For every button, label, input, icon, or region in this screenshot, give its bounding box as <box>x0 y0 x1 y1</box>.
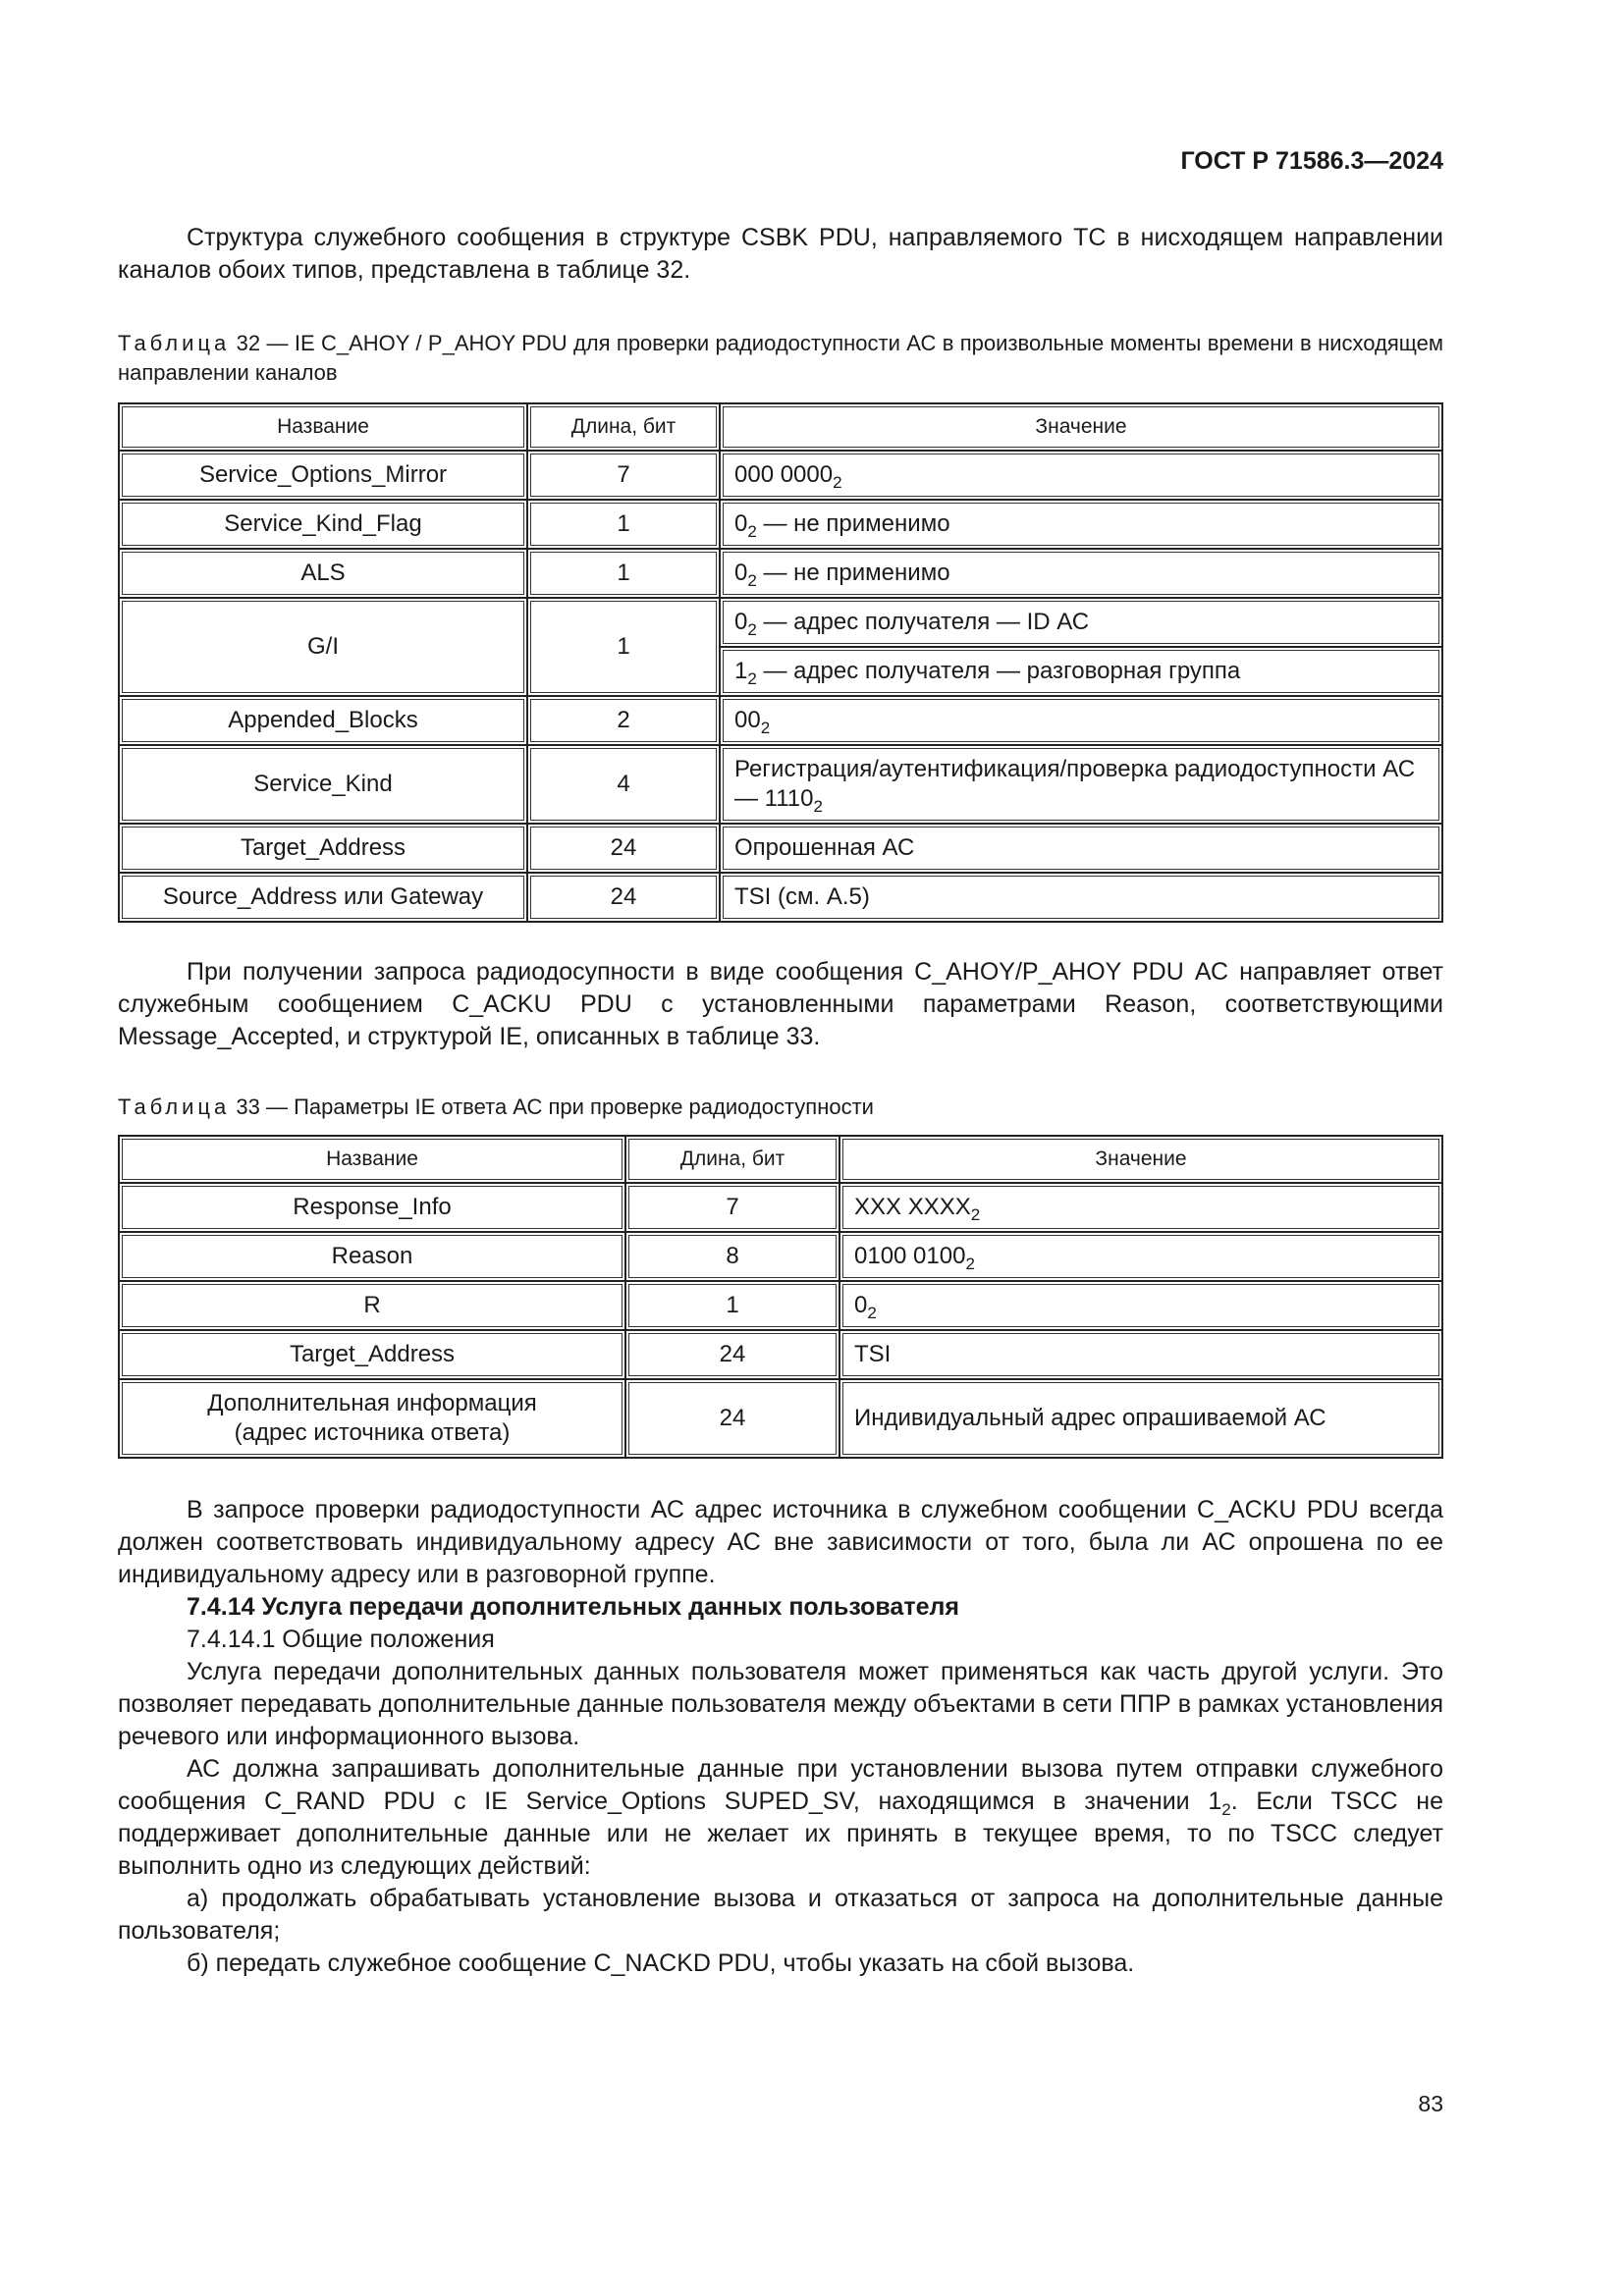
table32-caption <box>118 329 1443 388</box>
row-length: 24 <box>626 1380 840 1459</box>
table33-caption-label: Таблица <box>118 1095 231 1119</box>
row-value: XXX $XXXX_2$ <box>840 1184 1443 1233</box>
section-heading: 7.4.14 Услуга передачи дополнительных данных пользователя <box>187 1593 959 1621</box>
row-length: 24 <box>528 825 721 874</box>
table-row <box>118 550 1443 599</box>
row-value: $00_2$ <box>721 697 1443 746</box>
table33-caption <box>118 1093 1443 1122</box>
header-length: Длина, бит <box>626 1135 840 1184</box>
row-value: Опрошенная АС <box>721 825 1443 874</box>
header-value: Значение <box>840 1135 1443 1184</box>
section-subheading: 7.4.14.1 Общие положения <box>187 1626 495 1653</box>
row-length: 7 <box>528 452 721 501</box>
document-code: ГОСТ Р 71586.3—2024 <box>1180 147 1443 175</box>
row-length: 24 <box>528 874 721 923</box>
row-name: G/I <box>118 599 528 697</box>
row-value: $0_2$ — не применимо <box>721 501 1443 550</box>
row-length: 1 <box>528 501 721 550</box>
table32-caption-text: 32 — IE C_AHOY / P_AHOY PDU для проверки радиодоступности АС в произвольные моменты времени в нисходящем направлении каналов <box>118 331 1443 385</box>
response-paragraph: При получении запроса радиодосупности в виде сообщения C_AHOY/P_AHOY PDU АС направляет ответ служебным сообщением C_ACKU PDU с установленными параметрами Reason, соответствующими Message_Accepted, и структурой IE, описанных в таблице 33. <box>118 958 1443 1050</box>
table32 <box>118 402 1443 923</box>
table33-caption-text: 33 — Параметры IE ответа АС при проверке радиодоступности <box>230 1095 874 1119</box>
row-name: Service_Kind_Flag <box>118 501 528 550</box>
table32-caption-label: Таблица <box>118 331 231 355</box>
row-name: Target_Address <box>118 825 528 874</box>
row-value: TSI (см. А.5) <box>721 874 1443 923</box>
table-row <box>118 1380 1443 1459</box>
row-name: Reason <box>118 1233 626 1282</box>
row-length: 7 <box>626 1184 840 1233</box>
row-length: 1 <box>626 1282 840 1331</box>
header-name: Название <box>118 402 528 452</box>
row-name: Response_Info <box>118 1184 626 1233</box>
row-value: $0_2$ <box>840 1282 1443 1331</box>
row-name: ALS <box>118 550 528 599</box>
header-name: Название <box>118 1135 626 1184</box>
table33 <box>118 1135 1443 1459</box>
document-page <box>118 0 1443 2296</box>
row-name: Target_Address <box>118 1331 626 1380</box>
section-paragraph-1: Услуга передачи дополнительных данных пользователя может применяться как часть другой услуги. Это позволяет передавать дополнительные данные пользователя между объектами в сети ППР в рамках установления речевого или информационного вызова. <box>118 1658 1443 1750</box>
row-name: Source_Address или Gateway <box>118 874 528 923</box>
list-item-b: б) передать служебное сообщение C_NACKD PDU, чтобы указать на сбой вызова. <box>187 1949 1135 1977</box>
table-row <box>118 697 1443 746</box>
row-value: 000 $0000_2$ <box>721 452 1443 501</box>
header-length: Длина, бит <box>528 402 721 452</box>
table-row <box>118 825 1443 874</box>
table-row <box>118 1282 1443 1331</box>
table-header-row <box>118 1135 1443 1184</box>
row-length: 4 <box>528 746 721 825</box>
list-item-a: а) продолжать обрабатывать установление вызова и отказаться от запроса на дополнительные данные пользователя; <box>118 1885 1443 1945</box>
source-address-paragraph: В запросе проверки радиодоступности АС адрес источника в служебном сообщении C_ACKU PDU всегда должен соответствовать индивидуальному адресу АС вне зависимости от того, была ли АС опрошена по ее индивидуальному адресу или в разговорной группе. <box>118 1496 1443 1588</box>
header-value: Значение <box>721 402 1443 452</box>
row-length: 1 <box>528 599 721 697</box>
table-row <box>118 746 1443 825</box>
row-value: $1_2$ — адрес получателя — разговорная группа <box>721 648 1443 697</box>
table-row <box>118 874 1443 923</box>
table-row <box>118 599 1443 648</box>
row-name: Service_Kind <box>118 746 528 825</box>
row-value: $0_2$ — адрес получателя — ID АС <box>721 599 1443 648</box>
row-length: 24 <box>626 1331 840 1380</box>
row-length: 2 <box>528 697 721 746</box>
row-value: 0100 $0100_2$ <box>840 1233 1443 1282</box>
page-number: 83 <box>1418 2091 1443 2116</box>
row-name: Appended_Blocks <box>118 697 528 746</box>
row-name: Service_Options_Mirror <box>118 452 528 501</box>
table-row <box>118 501 1443 550</box>
row-length: 8 <box>626 1233 840 1282</box>
table-header-row <box>118 402 1443 452</box>
table-row <box>118 1233 1443 1282</box>
row-name: R <box>118 1282 626 1331</box>
row-value: $0_2$ — не применимо <box>721 550 1443 599</box>
row-length: 1 <box>528 550 721 599</box>
row-value: Индивидуальный адрес опрашиваемой АС <box>840 1380 1443 1459</box>
table-row <box>118 452 1443 501</box>
intro-paragraph: Структура служебного сообщения в структуре CSBK PDU, направляемого ТС в нисходящем направлении каналов обоих типов, представлена в таблице 32. <box>118 224 1443 284</box>
table-row <box>118 1331 1443 1380</box>
section-paragraph-2: АС должна запрашивать дополнительные данные при установлении вызова путем отправки служебного сообщения C_RAND PDU с IE Service_Options SUPED_SV, находящимся в значении $1_2$. Если TSCC не поддерживает дополнительные данные или не желает их принять в текущее время, то по TSCC следует выполнить одно из следующих действий: <box>118 1755 1443 1880</box>
table-row <box>118 1184 1443 1233</box>
row-name: Дополнительная информация (адрес источника ответа) <box>118 1380 626 1459</box>
row-value: TSI <box>840 1331 1443 1380</box>
row-value: Регистрация/аутентификация/проверка радиодоступности АС — $1110_2$ <box>721 746 1443 825</box>
